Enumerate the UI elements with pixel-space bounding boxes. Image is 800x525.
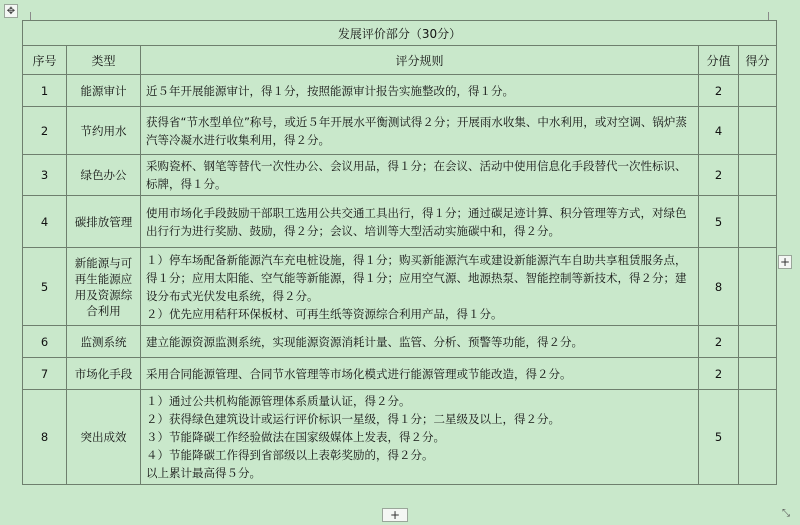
rule-line: 使用市场化手段鼓励干部职工选用公共交通工具出行，得１分；通过碳足迹计算、积分管理等方式，对绿色出行行为进行奖励、鼓励，得２分；会议、培训等大型活动实施碳中和，得２分。	[146, 205, 687, 238]
rule-line: ３）节能降碳工作经验做法在国家级媒体上发表，得２分。	[146, 430, 445, 444]
add-row-button[interactable]	[382, 508, 408, 522]
cell-seq[interactable]: 1	[23, 75, 67, 107]
cell-seq[interactable]: 3	[23, 155, 67, 196]
table-row	[23, 155, 777, 196]
cell-score[interactable]	[739, 196, 777, 248]
table-move-handle[interactable]	[4, 4, 18, 18]
cell-rule[interactable]	[141, 358, 699, 390]
rule-line: 建立能源资源监测系统，实现能源资源消耗计量、监管、分析、预警等功能，得２分。	[146, 334, 583, 349]
header-seq: 序号	[23, 46, 67, 75]
table-row	[23, 390, 777, 485]
rule-line: 采购瓷杯、钢笔等替代一次性办公、会议用品，得１分；在会议、活动中使用信息化手段替代一次性标识、标牌，得１分。	[146, 159, 687, 191]
table-row	[23, 326, 777, 358]
table-title: 发展评价部分（30分）	[23, 21, 777, 46]
table-row	[23, 248, 777, 326]
header-row	[23, 46, 777, 75]
cell-points[interactable]: 2	[699, 326, 739, 358]
cell-rule[interactable]	[141, 196, 699, 248]
table-resize-handle[interactable]	[780, 508, 792, 520]
cell-type[interactable]: 绿色办公	[67, 155, 141, 196]
cell-seq[interactable]: 2	[23, 107, 67, 155]
cell-seq[interactable]: 6	[23, 326, 67, 358]
cell-type[interactable]: 突出成效	[67, 390, 141, 485]
cell-points[interactable]: 2	[699, 75, 739, 107]
plus-icon: +	[389, 508, 401, 522]
cell-score[interactable]	[739, 326, 777, 358]
header-score: 得分	[739, 46, 777, 75]
cell-type[interactable]: 碳排放管理	[67, 196, 141, 248]
cell-type[interactable]: 节约用水	[67, 107, 141, 155]
cell-rule[interactable]	[141, 248, 699, 326]
table-row	[23, 358, 777, 390]
cell-score[interactable]	[739, 155, 777, 196]
cell-score[interactable]	[739, 358, 777, 390]
header-rule: 评分规则	[141, 46, 699, 75]
rule-line: ２）优先应用秸秆环保板材、可再生纸等资源综合利用产品，得１分。	[146, 306, 503, 321]
cell-points[interactable]: 2	[699, 155, 739, 196]
cell-type[interactable]: 监测系统	[67, 326, 141, 358]
cell-points[interactable]: 2	[699, 358, 739, 390]
cell-seq[interactable]: 7	[23, 358, 67, 390]
cell-points[interactable]: 5	[699, 196, 739, 248]
cell-type[interactable]: 新能源与可再生能源应用及资源综合利用	[67, 248, 141, 326]
rule-line: １）通过公共机构能源管理体系质量认证，得２分。	[146, 394, 411, 408]
rule-line: ２）获得绿色建筑设计或运行评价标识一星级，得１分；二星级及以上，得２分。	[146, 412, 560, 426]
cell-rule[interactable]	[141, 390, 699, 485]
table-row	[23, 196, 777, 248]
add-column-button[interactable]	[778, 255, 792, 269]
cell-score[interactable]	[739, 390, 777, 485]
rule-line: １）停车场配备新能源汽车充电桩设施，得１分；购买新能源汽车或建设新能源汽车自助共享租赁服务点，得１分；应用太阳能、空气能等新能源，得１分；应用空气源、地源热泵、智能控制等新技术，得２分；建设分布式光伏发电系统，得２分。	[146, 252, 687, 303]
cell-points[interactable]: 8	[699, 248, 739, 326]
cell-rule[interactable]	[141, 326, 699, 358]
cell-points[interactable]: 4	[699, 107, 739, 155]
cell-points[interactable]: 5	[699, 390, 739, 485]
cell-score[interactable]	[739, 248, 777, 326]
rule-line: ４）节能降碳工作得到省部级以上表彰奖励的，得２分。	[146, 448, 434, 462]
plus-icon: +	[779, 255, 791, 269]
move-icon: ✥	[6, 6, 16, 17]
rule-line: 以上累计最高得５分。	[146, 466, 261, 480]
header-type: 类型	[67, 46, 141, 75]
cell-type[interactable]: 市场化手段	[67, 358, 141, 390]
rule-line: 近５年开展能源审计，得１分，按照能源审计报告实施整改的，得１分。	[146, 83, 514, 98]
cell-seq[interactable]: 8	[23, 390, 67, 485]
cell-score[interactable]	[739, 75, 777, 107]
rule-line: 获得省“节水型单位”称号，或近５年开展水平衡测试得２分；开展雨水收集、中水利用，或对空调、锅炉蒸汽等冷凝水进行收集利用，得２分。	[146, 114, 687, 147]
cell-rule[interactable]	[141, 75, 699, 107]
rule-line: 采用合同能源管理、合同节水管理等市场化模式进行能源管理或节能改造，得２分。	[146, 366, 572, 381]
evaluation-table	[22, 20, 777, 485]
cell-score[interactable]	[739, 107, 777, 155]
cell-seq[interactable]: 5	[23, 248, 67, 326]
cell-seq[interactable]: 4	[23, 196, 67, 248]
cell-type[interactable]: 能源审计	[67, 75, 141, 107]
table-row	[23, 75, 777, 107]
resize-icon: ⤡	[782, 508, 790, 519]
cell-rule[interactable]	[141, 155, 699, 196]
header-points: 分值	[699, 46, 739, 75]
cell-rule[interactable]	[141, 107, 699, 155]
table-row	[23, 107, 777, 155]
